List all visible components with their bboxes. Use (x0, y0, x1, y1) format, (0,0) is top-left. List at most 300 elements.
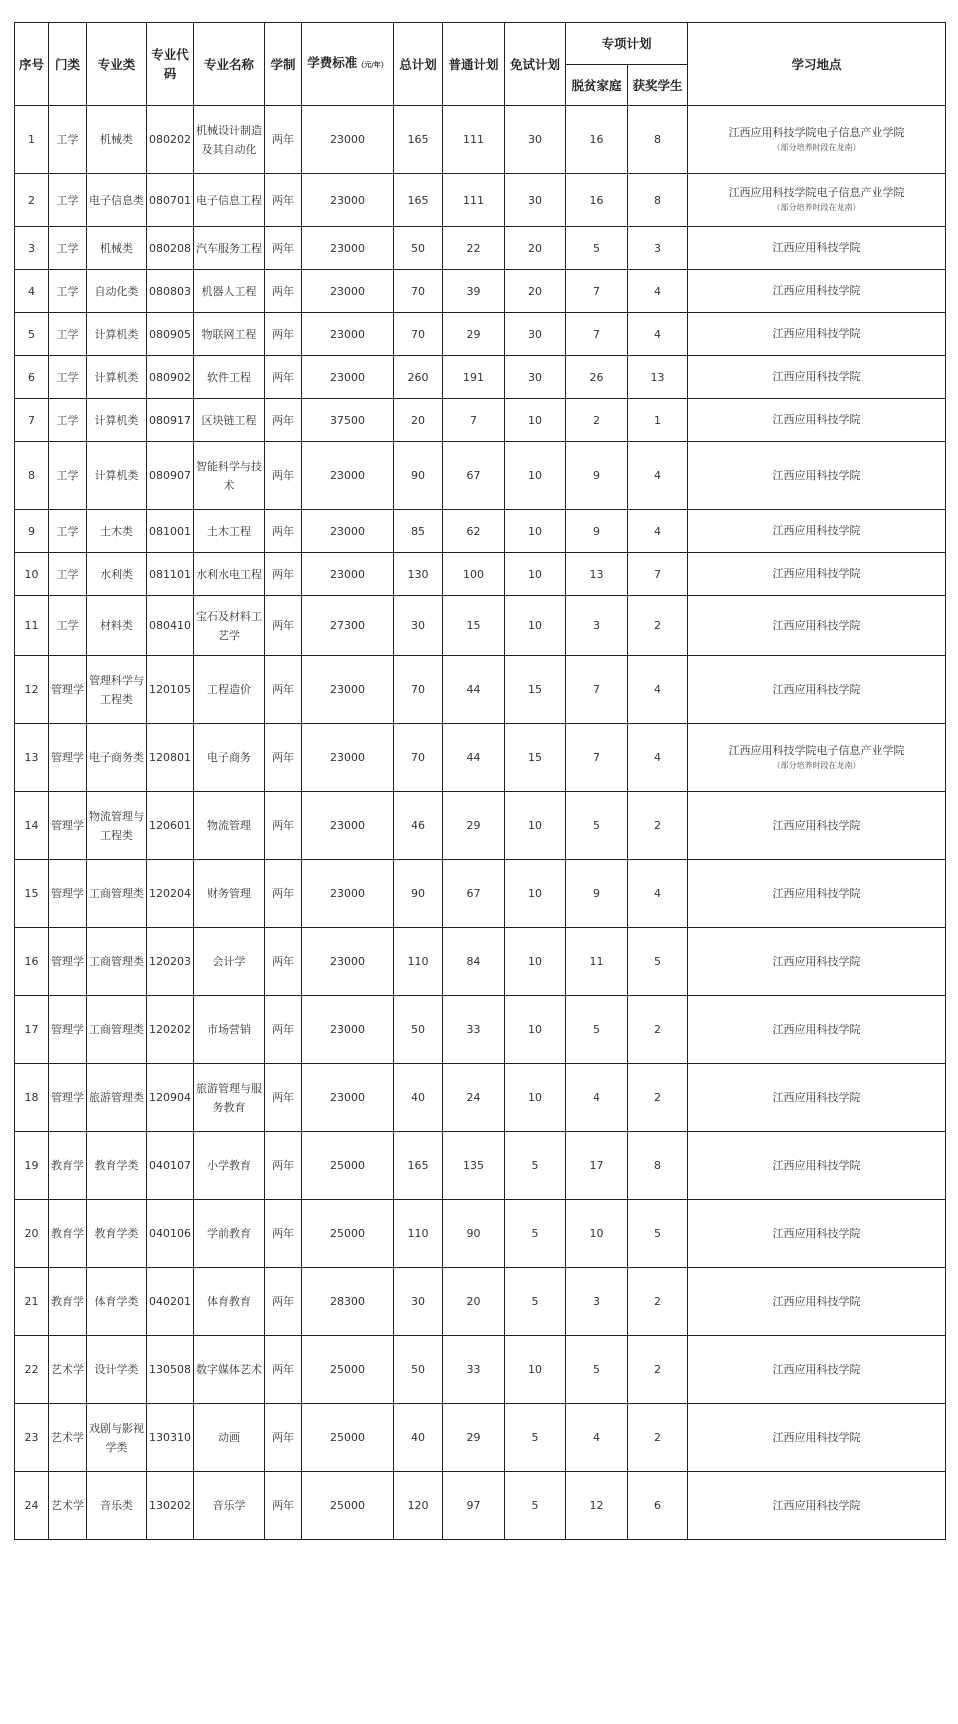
cell-major-class: 工商管理类 (87, 996, 147, 1064)
cell-location (688, 553, 946, 596)
location-name: 江西应用科技学院 (772, 682, 861, 696)
cell-duration: 两年 (265, 553, 302, 596)
table-row (15, 510, 946, 553)
cell-exempt: 10 (505, 792, 566, 860)
cell-total: 165 (394, 174, 443, 227)
table-row (15, 356, 946, 399)
cell-award: 4 (628, 270, 688, 313)
cell-fee: 23000 (302, 928, 394, 996)
cell-award: 2 (628, 1064, 688, 1132)
header-duration: 学制 (265, 23, 302, 106)
location-name: 江西应用科技学院 (772, 284, 861, 297)
header-exempt: 免试计划 (505, 23, 566, 106)
cell-general: 15 (443, 596, 505, 656)
table-row (15, 174, 946, 227)
cell-poverty: 3 (566, 596, 628, 656)
cell-fee: 23000 (302, 510, 394, 553)
cell-name: 区块链工程 (194, 399, 265, 442)
cell-exempt: 5 (505, 1200, 566, 1268)
cell-total: 165 (394, 106, 443, 174)
cell-general: 111 (443, 106, 505, 174)
cell-category: 管理学 (49, 860, 87, 928)
cell-location (688, 1064, 946, 1132)
cell-total: 90 (394, 442, 443, 510)
cell-category: 工学 (49, 106, 87, 174)
cell-duration: 两年 (265, 1336, 302, 1404)
cell-seq: 18 (15, 1064, 49, 1132)
cell-major-class: 计算机类 (87, 399, 147, 442)
cell-general: 44 (443, 656, 505, 724)
cell-category: 管理学 (49, 792, 87, 860)
cell-poverty: 17 (566, 1132, 628, 1200)
cell-exempt: 10 (505, 928, 566, 996)
cell-code: 040201 (147, 1268, 194, 1336)
cell-poverty: 5 (566, 227, 628, 270)
cell-fee: 23000 (302, 356, 394, 399)
cell-poverty: 2 (566, 399, 628, 442)
cell-location (688, 596, 946, 656)
table-row (15, 227, 946, 270)
cell-major-class: 机械类 (87, 227, 147, 270)
cell-exempt: 10 (505, 399, 566, 442)
cell-location (688, 174, 946, 227)
cell-award: 13 (628, 356, 688, 399)
cell-name: 宝石及材料工艺学 (194, 596, 265, 656)
table-row (15, 656, 946, 724)
header-poverty: 脱贫家庭 (566, 65, 628, 106)
cell-location (688, 928, 946, 996)
cell-award: 2 (628, 792, 688, 860)
cell-category: 管理学 (49, 656, 87, 724)
cell-total: 130 (394, 553, 443, 596)
cell-name: 水利水电工程 (194, 553, 265, 596)
table-row (15, 860, 946, 928)
cell-major-class: 教育学类 (87, 1200, 147, 1268)
cell-award: 5 (628, 1200, 688, 1268)
cell-award: 2 (628, 1268, 688, 1336)
cell-exempt: 10 (505, 442, 566, 510)
cell-location (688, 270, 946, 313)
cell-location (688, 356, 946, 399)
cell-general: 84 (443, 928, 505, 996)
cell-poverty: 9 (566, 860, 628, 928)
cell-general: 111 (443, 174, 505, 227)
location-name: 江西应用科技学院 (772, 1090, 861, 1104)
cell-seq: 24 (15, 1472, 49, 1540)
cell-poverty: 16 (566, 174, 628, 227)
cell-category: 艺术学 (49, 1336, 87, 1404)
cell-major-class: 物流管理与工程类 (87, 792, 147, 860)
cell-code: 080902 (147, 356, 194, 399)
cell-category: 工学 (49, 270, 87, 313)
cell-award: 8 (628, 1132, 688, 1200)
cell-seq: 4 (15, 270, 49, 313)
cell-code: 120203 (147, 928, 194, 996)
cell-code: 080202 (147, 106, 194, 174)
header-award: 获奖学生 (628, 65, 688, 106)
cell-fee: 37500 (302, 399, 394, 442)
cell-duration: 两年 (265, 1200, 302, 1268)
location-name: 江西应用科技学院 (772, 1022, 861, 1036)
enrollment-plan-table (14, 22, 946, 1540)
cell-category: 工学 (49, 174, 87, 227)
cell-poverty: 4 (566, 1064, 628, 1132)
cell-code: 080701 (147, 174, 194, 227)
cell-award: 2 (628, 596, 688, 656)
cell-general: 191 (443, 356, 505, 399)
cell-award: 2 (628, 1336, 688, 1404)
cell-fee: 25000 (302, 1472, 394, 1540)
cell-duration: 两年 (265, 106, 302, 174)
cell-code: 081001 (147, 510, 194, 553)
cell-duration: 两年 (265, 1404, 302, 1472)
cell-location (688, 106, 946, 174)
cell-fee: 23000 (302, 860, 394, 928)
cell-seq: 7 (15, 399, 49, 442)
cell-duration: 两年 (265, 227, 302, 270)
location-name: 江西应用科技学院 (772, 241, 861, 254)
cell-poverty: 3 (566, 1268, 628, 1336)
location-name: 江西应用科技学院 (772, 327, 861, 340)
location-name: 江西应用科技学院 (772, 1498, 861, 1512)
cell-major-class: 设计学类 (87, 1336, 147, 1404)
cell-total: 40 (394, 1404, 443, 1472)
cell-major-class: 体育学类 (87, 1268, 147, 1336)
table-row (15, 106, 946, 174)
cell-name: 物联网工程 (194, 313, 265, 356)
cell-general: 29 (443, 313, 505, 356)
location-name: 江西应用科技学院 (772, 1362, 861, 1376)
location-name: 江西应用科技学院 (772, 1226, 861, 1240)
cell-duration: 两年 (265, 1064, 302, 1132)
cell-category: 工学 (49, 510, 87, 553)
cell-location (688, 1404, 946, 1472)
table-row (15, 1404, 946, 1472)
location-name: 江西应用科技学院 (772, 524, 861, 537)
cell-general: 44 (443, 724, 505, 792)
cell-name: 智能科学与技术 (194, 442, 265, 510)
cell-location (688, 1472, 946, 1540)
cell-seq: 1 (15, 106, 49, 174)
cell-name: 财务管理 (194, 860, 265, 928)
cell-category: 艺术学 (49, 1404, 87, 1472)
table-row (15, 928, 946, 996)
cell-location (688, 399, 946, 442)
cell-duration: 两年 (265, 1472, 302, 1540)
cell-fee: 23000 (302, 724, 394, 792)
cell-general: 97 (443, 1472, 505, 1540)
cell-seq: 21 (15, 1268, 49, 1336)
cell-award: 5 (628, 928, 688, 996)
cell-poverty: 5 (566, 792, 628, 860)
cell-duration: 两年 (265, 860, 302, 928)
cell-duration: 两年 (265, 313, 302, 356)
cell-general: 100 (443, 553, 505, 596)
cell-total: 70 (394, 270, 443, 313)
cell-duration: 两年 (265, 792, 302, 860)
cell-total: 30 (394, 596, 443, 656)
cell-location (688, 996, 946, 1064)
cell-exempt: 5 (505, 1404, 566, 1472)
location-name: 江西应用科技学院电子信息产业学院 (728, 125, 905, 139)
cell-major-class: 水利类 (87, 553, 147, 596)
cell-total: 110 (394, 928, 443, 996)
cell-name: 土木工程 (194, 510, 265, 553)
cell-exempt: 5 (505, 1472, 566, 1540)
cell-fee: 23000 (302, 1064, 394, 1132)
location-name: 江西应用科技学院 (772, 1430, 861, 1444)
cell-major-class: 土木类 (87, 510, 147, 553)
cell-poverty: 11 (566, 928, 628, 996)
cell-award: 3 (628, 227, 688, 270)
cell-code: 120801 (147, 724, 194, 792)
cell-category: 管理学 (49, 724, 87, 792)
cell-seq: 2 (15, 174, 49, 227)
cell-award: 2 (628, 1404, 688, 1472)
cell-name: 工程造价 (194, 656, 265, 724)
cell-award: 7 (628, 553, 688, 596)
cell-name: 机器人工程 (194, 270, 265, 313)
table-row (15, 399, 946, 442)
location-name: 江西应用科技学院 (772, 886, 861, 900)
cell-total: 50 (394, 996, 443, 1064)
cell-exempt: 30 (505, 106, 566, 174)
cell-category: 教育学 (49, 1268, 87, 1336)
location-name: 江西应用科技学院 (772, 567, 861, 580)
cell-seq: 22 (15, 1336, 49, 1404)
cell-duration: 两年 (265, 442, 302, 510)
cell-fee: 25000 (302, 1200, 394, 1268)
header-special: 专项计划 (566, 23, 688, 65)
table-row (15, 1132, 946, 1200)
table-row (15, 553, 946, 596)
cell-general: 62 (443, 510, 505, 553)
cell-total: 70 (394, 656, 443, 724)
cell-exempt: 30 (505, 313, 566, 356)
cell-poverty: 9 (566, 442, 628, 510)
cell-total: 260 (394, 356, 443, 399)
header-total: 总计划 (394, 23, 443, 106)
table-row (15, 313, 946, 356)
cell-award: 4 (628, 510, 688, 553)
cell-location (688, 1132, 946, 1200)
location-note: （部分培养时段在龙南） (772, 203, 861, 212)
table-header (15, 23, 946, 106)
cell-exempt: 20 (505, 227, 566, 270)
cell-fee: 25000 (302, 1404, 394, 1472)
cell-location (688, 442, 946, 510)
cell-award: 8 (628, 106, 688, 174)
cell-seq: 11 (15, 596, 49, 656)
table-row (15, 1336, 946, 1404)
cell-total: 50 (394, 227, 443, 270)
cell-general: 29 (443, 1404, 505, 1472)
cell-poverty: 13 (566, 553, 628, 596)
cell-poverty: 16 (566, 106, 628, 174)
cell-name: 动画 (194, 1404, 265, 1472)
cell-fee: 25000 (302, 1132, 394, 1200)
cell-fee: 27300 (302, 596, 394, 656)
cell-major-class: 材料类 (87, 596, 147, 656)
cell-duration: 两年 (265, 996, 302, 1064)
cell-duration: 两年 (265, 656, 302, 724)
cell-total: 20 (394, 399, 443, 442)
cell-location (688, 860, 946, 928)
cell-poverty: 5 (566, 1336, 628, 1404)
cell-exempt: 5 (505, 1268, 566, 1336)
cell-major-class: 戏剧与影视学类 (87, 1404, 147, 1472)
cell-general: 33 (443, 996, 505, 1064)
cell-fee: 23000 (302, 227, 394, 270)
location-name: 江西应用科技学院 (772, 468, 861, 482)
cell-award: 4 (628, 724, 688, 792)
cell-name: 数字媒体艺术 (194, 1336, 265, 1404)
cell-category: 工学 (49, 596, 87, 656)
cell-duration: 两年 (265, 596, 302, 656)
cell-category: 工学 (49, 227, 87, 270)
cell-location (688, 227, 946, 270)
cell-major-class: 计算机类 (87, 442, 147, 510)
cell-code: 130508 (147, 1336, 194, 1404)
cell-poverty: 7 (566, 313, 628, 356)
cell-name: 旅游管理与服务教育 (194, 1064, 265, 1132)
cell-general: 7 (443, 399, 505, 442)
cell-seq: 6 (15, 356, 49, 399)
cell-award: 4 (628, 313, 688, 356)
cell-general: 67 (443, 860, 505, 928)
cell-fee: 23000 (302, 174, 394, 227)
cell-seq: 20 (15, 1200, 49, 1268)
cell-code: 120105 (147, 656, 194, 724)
table-row (15, 996, 946, 1064)
cell-code: 080803 (147, 270, 194, 313)
cell-category: 管理学 (49, 1064, 87, 1132)
location-name: 江西应用科技学院 (772, 818, 861, 832)
cell-duration: 两年 (265, 399, 302, 442)
table-row (15, 792, 946, 860)
cell-general: 67 (443, 442, 505, 510)
cell-category: 管理学 (49, 928, 87, 996)
location-name: 江西应用科技学院 (772, 370, 861, 383)
cell-code: 080917 (147, 399, 194, 442)
cell-exempt: 10 (505, 553, 566, 596)
cell-duration: 两年 (265, 928, 302, 996)
cell-code: 080907 (147, 442, 194, 510)
cell-location (688, 792, 946, 860)
cell-code: 080208 (147, 227, 194, 270)
cell-seq: 17 (15, 996, 49, 1064)
cell-name: 机械设计制造及其自动化 (194, 106, 265, 174)
cell-total: 120 (394, 1472, 443, 1540)
cell-major-class: 音乐类 (87, 1472, 147, 1540)
cell-general: 20 (443, 1268, 505, 1336)
cell-general: 90 (443, 1200, 505, 1268)
cell-award: 1 (628, 399, 688, 442)
header-fee (302, 23, 394, 106)
cell-poverty: 7 (566, 656, 628, 724)
cell-general: 39 (443, 270, 505, 313)
cell-seq: 13 (15, 724, 49, 792)
cell-total: 70 (394, 313, 443, 356)
cell-fee: 23000 (302, 792, 394, 860)
cell-seq: 16 (15, 928, 49, 996)
cell-seq: 23 (15, 1404, 49, 1472)
cell-award: 2 (628, 996, 688, 1064)
cell-location (688, 1336, 946, 1404)
location-name: 江西应用科技学院 (772, 954, 861, 968)
table-body (15, 106, 946, 1540)
cell-major-class: 旅游管理类 (87, 1064, 147, 1132)
cell-name: 音乐学 (194, 1472, 265, 1540)
cell-award: 8 (628, 174, 688, 227)
cell-fee: 28300 (302, 1268, 394, 1336)
cell-category: 工学 (49, 442, 87, 510)
cell-exempt: 10 (505, 1336, 566, 1404)
cell-major-class: 自动化类 (87, 270, 147, 313)
cell-total: 50 (394, 1336, 443, 1404)
cell-award: 4 (628, 442, 688, 510)
header-seq: 序号 (15, 23, 49, 106)
location-note: （部分培养时段在龙南） (772, 142, 861, 152)
cell-category: 工学 (49, 313, 87, 356)
table-row (15, 1472, 946, 1540)
cell-exempt: 30 (505, 174, 566, 227)
cell-general: 135 (443, 1132, 505, 1200)
cell-general: 22 (443, 227, 505, 270)
table-row (15, 724, 946, 792)
cell-category: 教育学 (49, 1200, 87, 1268)
cell-exempt: 30 (505, 356, 566, 399)
cell-total: 85 (394, 510, 443, 553)
cell-poverty: 26 (566, 356, 628, 399)
cell-exempt: 10 (505, 596, 566, 656)
location-note: （部分培养时段在龙南） (772, 760, 861, 770)
cell-name: 软件工程 (194, 356, 265, 399)
cell-duration: 两年 (265, 1268, 302, 1336)
cell-poverty: 9 (566, 510, 628, 553)
cell-total: 46 (394, 792, 443, 860)
cell-major-class: 工商管理类 (87, 928, 147, 996)
cell-fee: 23000 (302, 553, 394, 596)
cell-seq: 3 (15, 227, 49, 270)
cell-major-class: 电子商务类 (87, 724, 147, 792)
header-fee-label: 学费标准 (307, 55, 358, 70)
cell-code: 081101 (147, 553, 194, 596)
cell-location (688, 510, 946, 553)
cell-location (688, 724, 946, 792)
cell-poverty: 5 (566, 996, 628, 1064)
cell-location (688, 656, 946, 724)
cell-fee: 23000 (302, 442, 394, 510)
cell-general: 24 (443, 1064, 505, 1132)
cell-total: 90 (394, 860, 443, 928)
cell-total: 40 (394, 1064, 443, 1132)
cell-code: 130310 (147, 1404, 194, 1472)
cell-total: 30 (394, 1268, 443, 1336)
cell-code: 120202 (147, 996, 194, 1064)
cell-total: 110 (394, 1200, 443, 1268)
cell-name: 市场营销 (194, 996, 265, 1064)
cell-name: 体育教育 (194, 1268, 265, 1336)
cell-duration: 两年 (265, 174, 302, 227)
cell-poverty: 7 (566, 724, 628, 792)
header-category: 门类 (49, 23, 87, 106)
cell-name: 电子商务 (194, 724, 265, 792)
cell-general: 29 (443, 792, 505, 860)
cell-name: 小学教育 (194, 1132, 265, 1200)
header-general: 普通计划 (443, 23, 505, 106)
cell-major-class: 机械类 (87, 106, 147, 174)
